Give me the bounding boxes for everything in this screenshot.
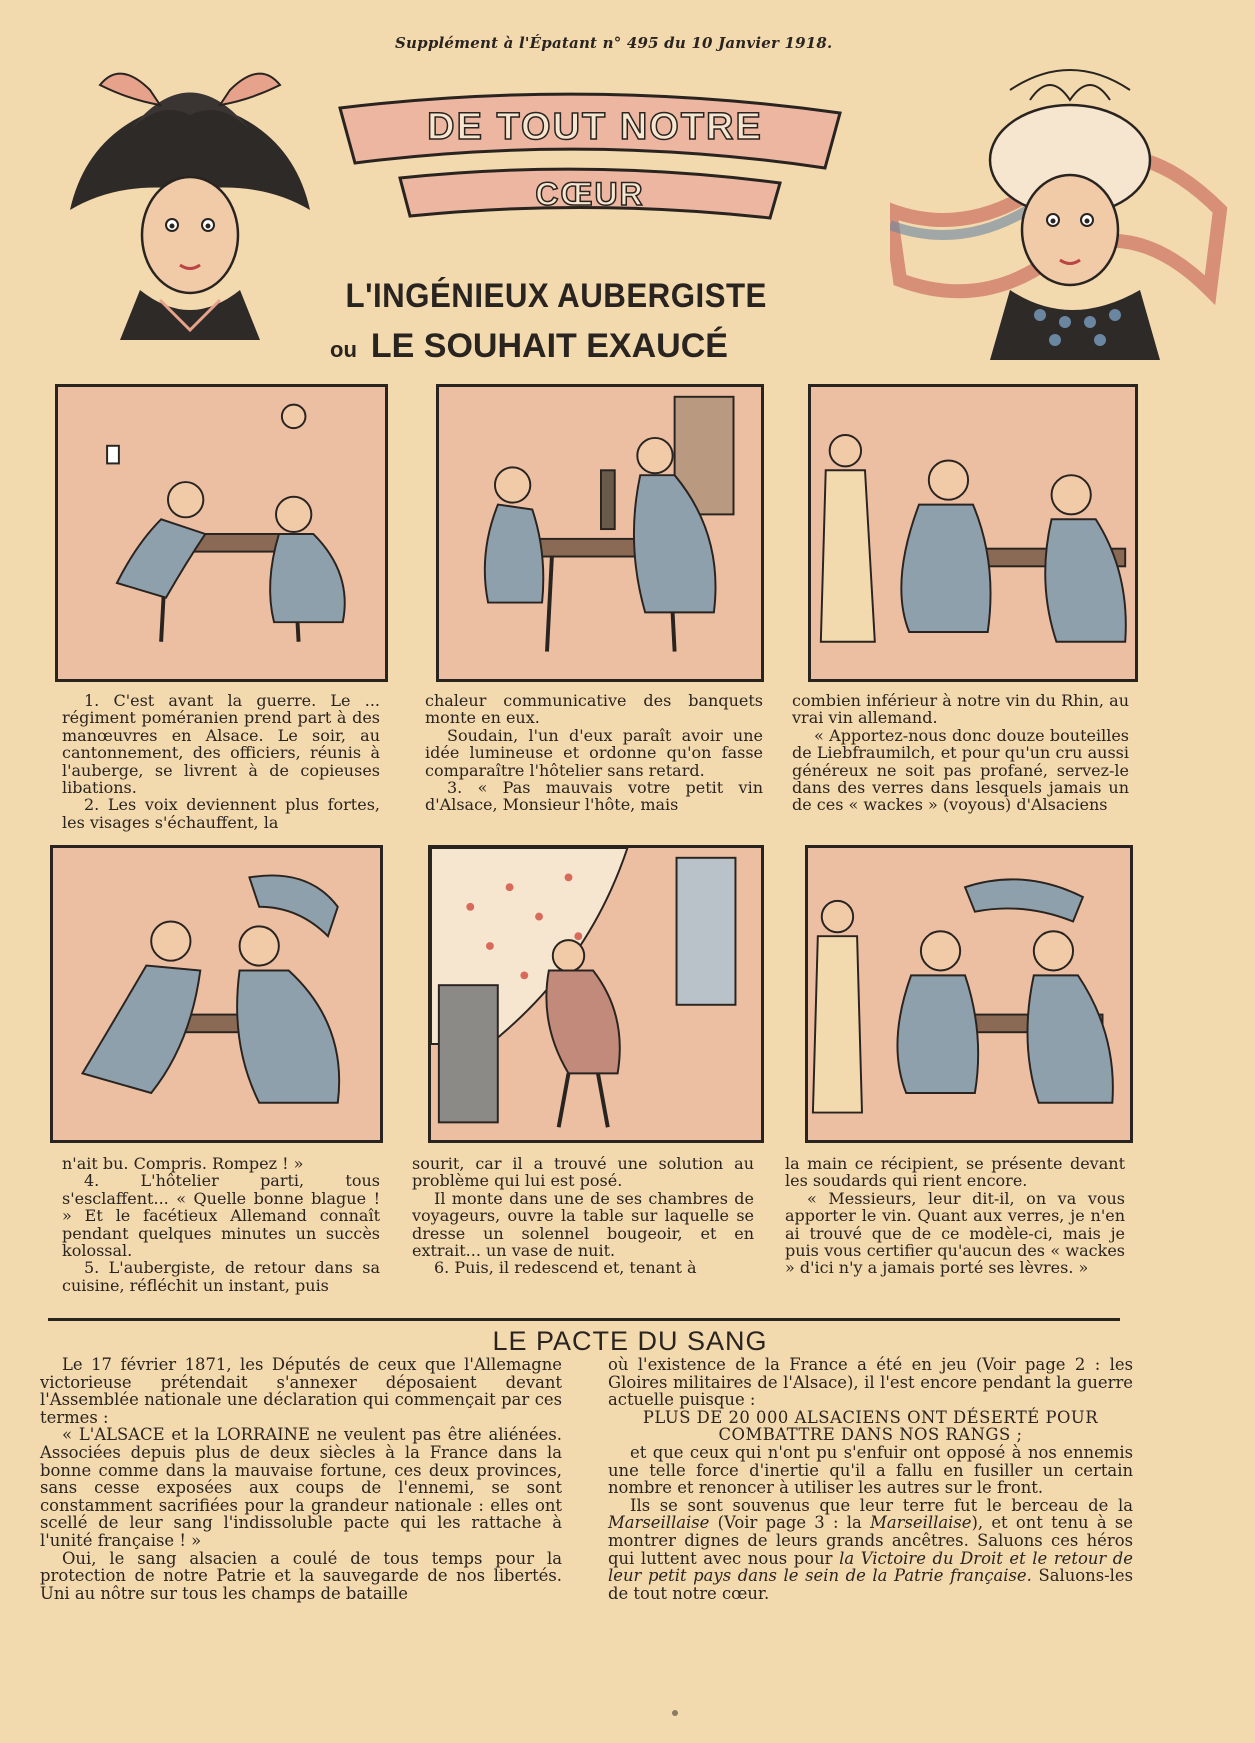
caption-3: 3. « Pas mauvais votre petit vin d'Alsace, Monsieur l'hôte, mais: [425, 778, 763, 815]
article-right-p1: où l'existence de la France a été en jeu (Voir page 2 : les Gloires militaires de l'Alsace), il l'est encore pendant la guerre actuelle puisque :: [608, 1355, 1133, 1410]
p3-marseillaise: Marseillaise: [608, 1513, 710, 1533]
caption-row2-col3: [785, 1155, 1125, 1277]
caption-row1-col2: [425, 692, 763, 814]
banner-line-1: DE TOUT NOTRE: [427, 106, 763, 148]
caption-6-b: « Messieurs, leur dit-il, on va vous apporter le vin. Quant aux verres, je n'en ai trouvé que de ce modèle-ci, mais je puis vous certifier qu'aucun des « wackes » d'ici n'y a jamais porté ses lèvres. »: [785, 1188, 1125, 1278]
banner-line-2: CŒUR: [535, 176, 645, 212]
caption-3-b: « Apportez-nous donc douze bouteilles de Liebfraumilch, et pour qu'un cru aussi généreux ne soit pas profané, servez-le dans des verres dans lesquels jamais un de ces « wackes » (voyous) d'Alsaciens: [792, 725, 1129, 815]
article-right-p3: [608, 1497, 1133, 1603]
article-left-p1: Le 17 février 1871, les Députés de ceux que l'Allemagne victorieuse prétendait s'annexer déposaient devant l'Assemblée nationale une déclaration qui commençait par ces termes :: [40, 1355, 562, 1427]
article-column-left: [40, 1356, 562, 1602]
caption-row2-col2: [412, 1155, 754, 1277]
caption-4: 4. L'hôtelier parti, tous s'esclaffent... « Quelle bonne blague ! » Et le facétieux Allemand connaît pendant quelques minutes un succès kolossal.: [62, 1171, 380, 1261]
comic-panel-2: [436, 384, 764, 682]
comic-panel-1: [55, 384, 388, 682]
p3-italic: la Victoire du Droit et le retour de leur petit pays dans le sein de la Patrie française.: [608, 1548, 1133, 1586]
article-column-right: [608, 1356, 1133, 1602]
caption-row1-col3: [792, 692, 1129, 814]
title-banner: [330, 88, 850, 228]
article-right-caps: PLUS DE 20 000 ALSACIENS ONT DÉSERTÉ POUR COMBATTRE DANS NOS RANGS ;: [642, 1407, 1099, 1445]
supplement-line: Supplément à l'Épatant n° 495 du 10 Janvier 1918.: [395, 34, 833, 52]
main-title-line-2: [330, 327, 830, 366]
title-subtitle: LE SOUHAIT EXAUCÉ: [370, 327, 728, 365]
caption-5-cont: sourit, car il a trouvé une solution au problème qui lui est posé.: [412, 1154, 754, 1191]
caption-3-end: n'ait bu. Compris. Rompez ! »: [62, 1154, 304, 1173]
caption-6-cont: la main ce récipient, se présente devant les soudards qui rient encore.: [785, 1154, 1125, 1191]
comic-panel-3: [808, 384, 1138, 682]
title-ou: ou: [330, 337, 357, 362]
caption-5: 5. L'aubergiste, de retour dans sa cuisine, réfléchit un instant, puis: [62, 1258, 380, 1295]
main-title-line-1: L'INGÉNIEUX AUBERGISTE: [345, 277, 767, 315]
p3-a: Ils se sont souvenus que leur terre fut le berceau de la: [630, 1495, 1133, 1515]
p3-marseillaise-2: Marseillaise: [870, 1513, 972, 1533]
article-right-p2: et que ceux qui n'ont pu s'enfuir ont opposé à nos ennemis une telle force d'inertie qu'il a fallu en fusiller un certain nombre et renoncer à utiliser les autres sur le front.: [608, 1442, 1133, 1498]
p3-d: Saluons-les de tout notre cœur.: [608, 1566, 1133, 1603]
article-left-p2: « L'ALSACE et la LORRAINE ne veulent pas être aliénées. Associées depuis plus de deux siècles à la France dans la bonne comme dans la mauvaise fortune, ces deux provinces, sans cesse exposées aux coups de l'ennemi, se sont constamment sacrifiées pour la grandeur nationale : elles ont scellé de leur sang l'indissoluble pacte qui les rattache à l'unité française ! »: [40, 1425, 562, 1550]
caption-2-cont: chaleur communicative des banquets monte en eux.: [425, 691, 763, 728]
french-girl-illustration: [890, 60, 1230, 360]
caption-6: 6. Puis, il redescend et, tenant à: [434, 1258, 697, 1278]
caption-2-b: Soudain, l'un d'eux paraît avoir une idée lumineuse et ordonne qu'on fasse comparaître l'hôtelier sans retard.: [425, 725, 763, 780]
caption-5-b: Il monte dans une de ses chambres de voyageurs, ouvre la table sur laquelle se dresse un solennel bougeoir, et en extrait... un vase de nuit.: [412, 1188, 754, 1261]
article-left-p3: Oui, le sang alsacien a coulé de tous temps pour la protection de notre Patrie et la sauvegarde de nos libertés. Uni au nôtre sur tous les champs de bataille: [40, 1548, 562, 1603]
alsatian-girl-illustration: [60, 60, 320, 340]
caption-row2-col1: [62, 1155, 380, 1294]
comic-panel-6: [805, 845, 1133, 1143]
caption-2: 2. Les voix deviennent plus fortes, les visages s'échauffent, la: [62, 795, 380, 832]
comic-panel-5: [428, 845, 764, 1143]
page-mark: [672, 1710, 678, 1716]
article-title: LE PACTE DU SANG: [492, 1326, 768, 1356]
caption-row1-col1: [62, 692, 380, 831]
p3-c: ), et ont tenu à se montrer dignes de leurs grands ancêtres. Saluons ces héros qui luttent avec nous pour: [608, 1513, 1133, 1568]
caption-3-cont: combien inférieur à notre vin du Rhin, au vrai vin allemand.: [792, 691, 1129, 728]
p3-b: (Voir page 3 : la: [709, 1513, 871, 1533]
caption-1: 1. C'est avant la guerre. Le ... régiment poméranien prend part à des manœuvres en Alsace. Le soir, au cantonnement, des officiers, réunis à l'auberge, se livrent à de copieuses libations.: [62, 691, 380, 798]
section-divider: [48, 1318, 1120, 1321]
comic-panel-4: [50, 845, 383, 1143]
